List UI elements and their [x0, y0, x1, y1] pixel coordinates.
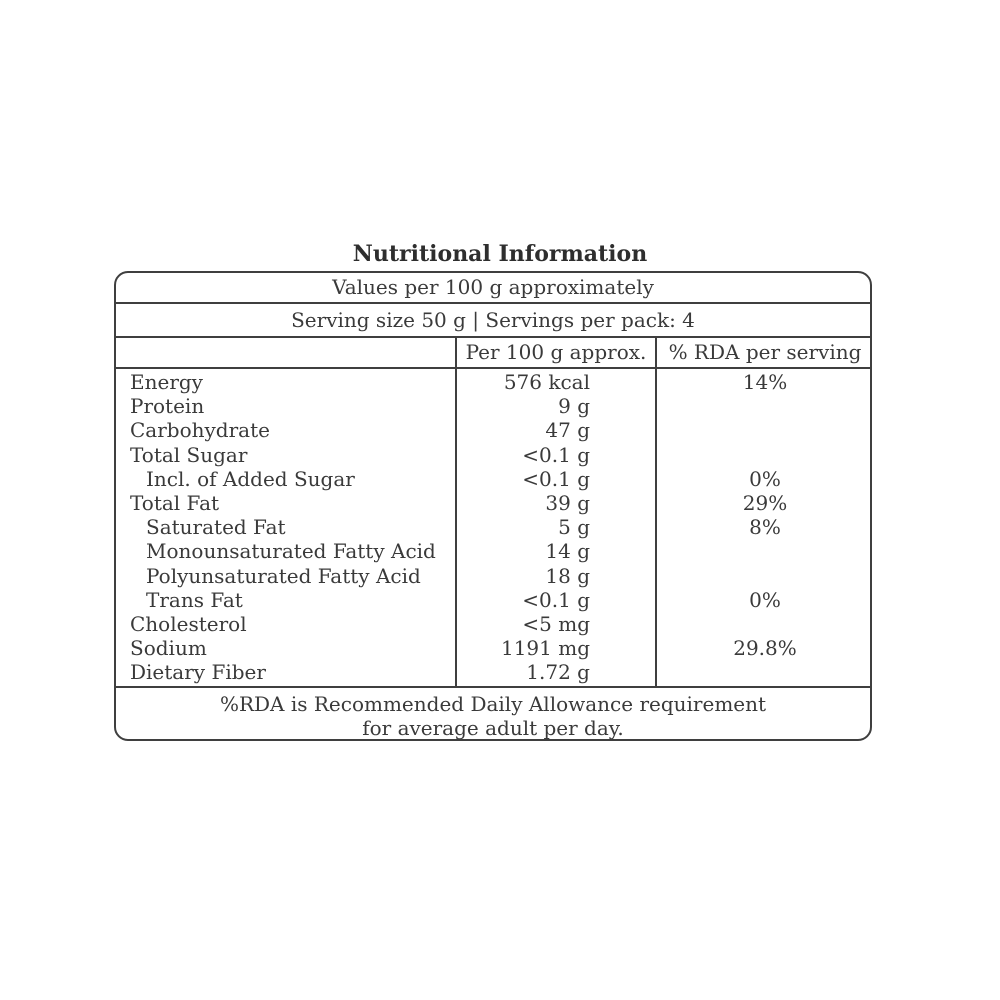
nutrient-rda: 0% [749, 587, 781, 612]
nutrient-name: Saturated Fat [146, 515, 286, 540]
nutrient-name: Carbohydrate [130, 418, 270, 443]
table-row [116, 418, 870, 442]
table-row [116, 467, 870, 491]
footnote [116, 692, 870, 740]
nutrient-value: 1191 mg [500, 636, 590, 661]
table-row [116, 660, 870, 684]
nutrient-value: 39 g [545, 490, 590, 515]
table-row [116, 588, 870, 612]
table-row [116, 443, 870, 467]
nutrient-rda: 14% [742, 370, 788, 394]
nutrient-value: 9 g [558, 394, 590, 419]
divider [116, 686, 870, 688]
nutrient-name: Dietary Fiber [130, 660, 266, 685]
nutrient-value: <5 mg [522, 611, 590, 636]
nutrient-name: Polyunsaturated Fatty Acid [146, 563, 421, 588]
nutrient-value: <0.1 g [522, 587, 590, 612]
nutrient-name: Trans Fat [146, 587, 243, 612]
table-row [116, 612, 870, 636]
nutrient-value: 14 g [545, 539, 590, 564]
serving-label: Serving size 50 g | Servings per pack: 4 [291, 308, 695, 332]
table-row [116, 564, 870, 588]
table-row [116, 636, 870, 660]
nutrient-value: 47 g [545, 418, 590, 443]
nutrient-value: 5 g [558, 515, 590, 540]
nutrient-value: <0.1 g [522, 466, 590, 491]
page-title: Nutritional Information [352, 241, 648, 267]
divider [116, 367, 870, 369]
nutrient-value: <0.1 g [522, 442, 590, 467]
nutrient-name: Total Sugar [130, 442, 248, 467]
nutrient-name: Protein [130, 394, 205, 419]
nutrient-rda: 0% [749, 466, 781, 491]
nutrient-name: Monounsaturated Fatty Acid [146, 539, 436, 564]
nutrient-value: 18 g [545, 563, 590, 588]
footnote-line: for average adult per day. [362, 716, 624, 740]
footnote-line: %RDA is Recommended Daily Allowance requirement [219, 692, 767, 716]
nutrient-rows [116, 370, 870, 684]
table-row [116, 515, 870, 539]
nutrient-name: Cholesterol [130, 611, 247, 636]
basis-label: Values per 100 g approximately [332, 275, 654, 299]
nutrient-name: Total Fat [130, 490, 220, 515]
nutrient-rda: 29.8% [733, 636, 797, 661]
column-header-per100: Per 100 g approx. [465, 340, 647, 364]
nutrient-name: Incl. of Added Sugar [146, 466, 355, 491]
nutrient-name: Energy [130, 370, 203, 394]
table-row [116, 394, 870, 418]
nutrient-value: 576 kcal [503, 370, 590, 394]
table-row [116, 539, 870, 563]
table-row [116, 370, 870, 394]
nutrient-value: 1.72 g [526, 660, 590, 685]
column-header-rda: % RDA per serving [668, 340, 862, 364]
table-row [116, 491, 870, 515]
nutrient-rda: 29% [742, 490, 788, 515]
nutrition-table [114, 271, 872, 741]
nutrient-rda: 8% [749, 515, 781, 540]
nutrient-name: Sodium [130, 636, 207, 661]
